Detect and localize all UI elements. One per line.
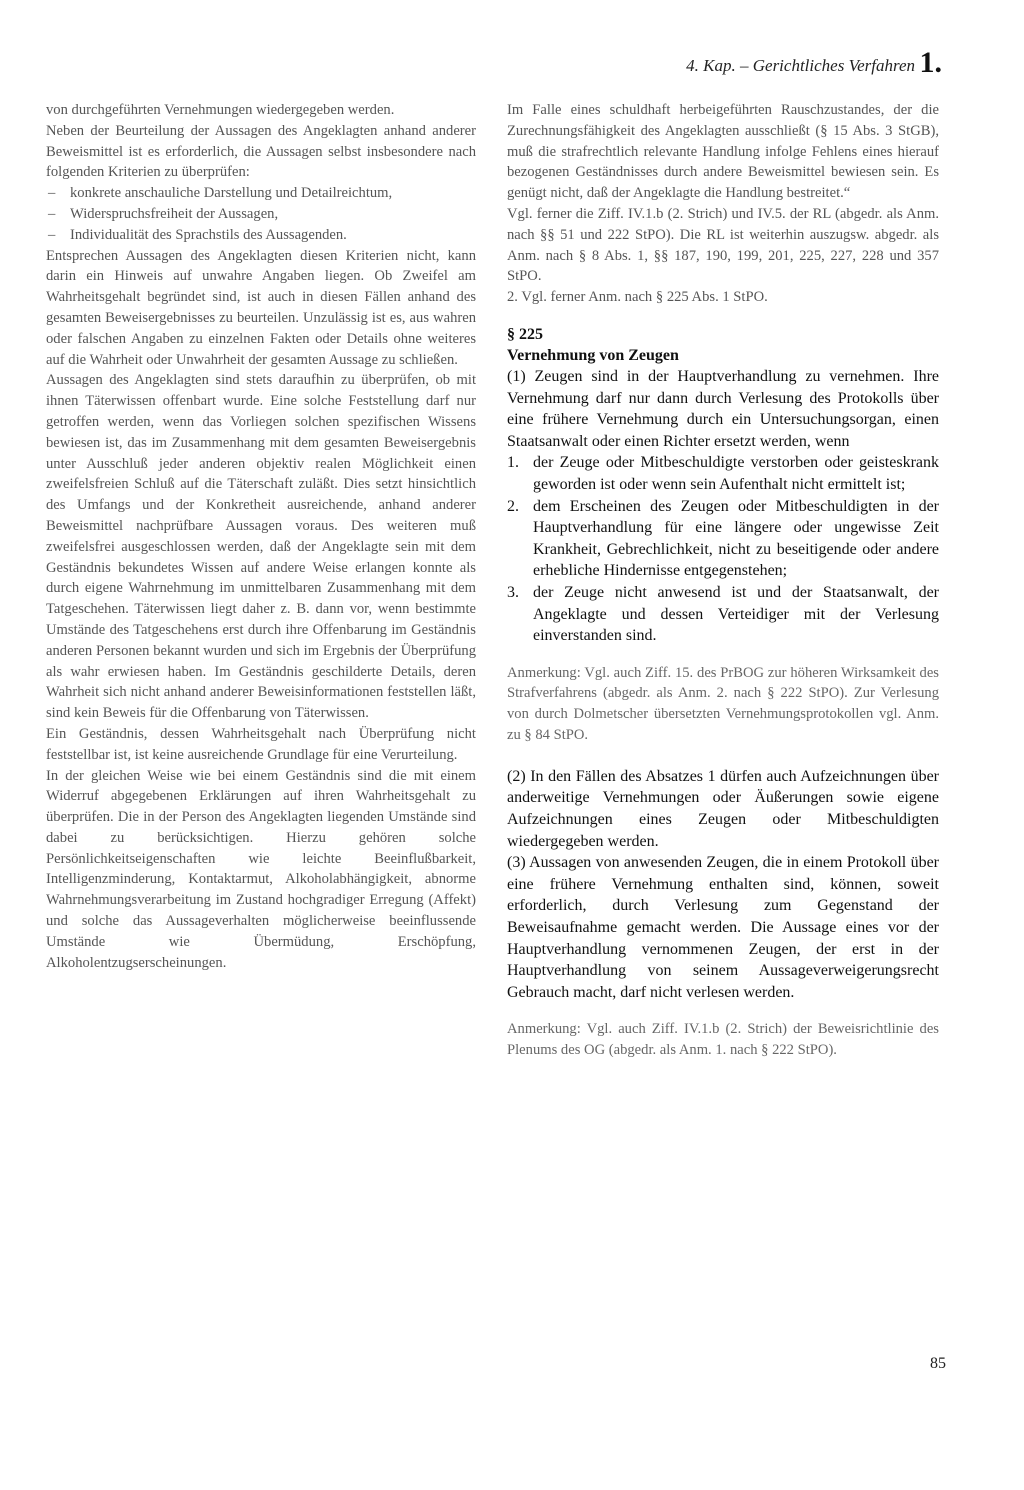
item-number: 3. xyxy=(507,583,519,601)
paragraph: Ein Geständnis, dessen Wahrheitsgehalt nach Überprüfung nicht feststellbar ist, ist keine ausreichende Grundlage für eine Verurteilung. xyxy=(46,725,476,763)
continuation-block xyxy=(507,100,939,308)
paragraph: 2. Vgl. ferner Anm. nach § 225 Abs. 1 StPO. xyxy=(507,289,768,306)
paragraph: Vgl. ferner die Ziff. IV.1.b (2. Strich) und IV.5. der RL (abgedr. als Anm. nach §§ 51 und 222 StPO). Die RL ist weiterhin auszugsw. abgedr. als Anm. nach § 8 Abs. 1, §§ 187, 190, 199, 201, 225, 227, 228 und 357 StPO. xyxy=(507,205,939,285)
paragraph: In der gleichen Weise wie bei einem Geständnis sind die mit einem Widerruf abgegebenen Erklärungen auf ihren Wahrheitsgehalt zu überprüfen. Die in der Person des Angeklagten liegenden Umstände sind dabei zu berücksichtigen. Hierzu gehören solche Persönlichkeitseigenschaften wie leichte Beeinflußbarkeit, Intelligenzminderung, Kontaktarmut, Alkoholabhängigkeit, abnorme Wahrnehmungsverarbeitung im Zustand hochgradiger Erregung (Affekt) und solche das Aussageverhalten möglicherweise beeinflussende Umstände wie Übermüdung, Erschöpfung, Alkoholentzugserscheinungen. xyxy=(46,767,476,971)
law-text xyxy=(507,766,939,1004)
running-head xyxy=(560,46,970,90)
paragraph: Aussagen des Angeklagten sind stets daraufhin zu überprüfen, ob mit ihnen Täterwissen offenbart wurde. Eine solche Feststellung darf nur getroffen werden, wenn das Vorliegen solchen spezifischen Wissens bewiesen ist, das im Zusammenhang mit dem gesamten Beweisergebnis unter Ausschluß jeder anderen objektiv realen Möglichkeit einen zweifelsfreien Schluß auf die Täterschaft zuläßt. Dies setzt hinsichtlich des Umfangs und der Konkretheit ausreichende, anhand anderer Beweismittel nachprüfbare Aussagen voraus. Des weiteren muß zweifelsfrei ausgeschlossen werden, daß der Angeklagte sein mit dem Geständnis bekundetes Wissen auf andere Weise erlangen konnte als durch eigene Wahrnehmung im unmittelbaren Zusammenhang mit dem Tatgeschehen. Täterwissen liegt daher z. B. dann vor, wenn bestimmte Umstände des Tatgeschehens erst durch ihre Offenbarung im Geständnis anderen Personen bekannt wurden und sich im Ergebnis der Überprüfung als wahr erwiesen haben. Im Geständnis geschilderte Details, deren Wahrheit sich nicht anhand anderer Beweisinformationen feststellen läßt, sind kein Beweis für die Offenbarung von Täterwissen. xyxy=(46,372,476,722)
list-item xyxy=(507,582,939,647)
paragraph: Neben der Beurteilung der Aussagen des Angeklagten anhand anderer Beweismittel ist es erforderlich, die Aussagen selbst insbesondere nach folgenden Kriterien zu überprüfen: xyxy=(46,122,476,181)
left-column xyxy=(46,100,476,973)
condition-list xyxy=(507,452,939,646)
paragraph: Im Falle eines schuldhaft herbeigeführten Rauschzustandes, der die Zurechnungsfähigkeit des Angeklagten ausschließt (§ 15 Abs. 3 StGB), muß die strafrechtlich relevante Handlung infolge Fehlens eines hierauf bezogenen Geständnisses durch andere Beweismittel bewiesen sein. Es genügt nicht, daß der Angeklagte die Handlung bestreitet.“ xyxy=(507,102,939,202)
list-item: – Individualität des Sprachstils des Aussagenden. xyxy=(46,225,476,246)
item-number: 2. xyxy=(507,497,519,515)
right-column xyxy=(507,100,939,1061)
paragraph: Entsprechen Aussagen des Angeklagten diesen Kriterien nicht, kann darin ein Hinweis auf unwahre Angaben liegen. Ob Zweifel am Wahrheitsgehalt begründet sind, ist auch in diesen Fällen anhand des gesamten Beweisergebnisses zu beurteilen. Unzulässig ist es, aus wahren oder falschen Angaben zu einzelnen Fakten oder Details ohne weiteres auf die Wahrheit oder Unwahrheit der gesamten Aussage zu schließen. xyxy=(46,247,476,368)
list-item xyxy=(507,496,939,582)
criteria-list xyxy=(46,183,476,245)
paragraph: von durchgeführten Vernehmungen wiedergegeben werden. xyxy=(46,102,395,118)
item-text: der Zeuge oder Mitbeschuldigte verstorben oder geisteskrank geworden ist oder wenn sein Aufenthalt nicht ermittelt ist; xyxy=(533,454,939,493)
section-number: § 225 xyxy=(507,325,543,343)
law-text xyxy=(507,366,939,647)
running-title: 4. Kap. – Gerichtliches Verfahren xyxy=(686,56,915,75)
paragraph: (3) Aussagen von anwesenden Zeugen, die in einem Protokoll über eine frühere Vernehmung enthalten sind, können, soweit erforderlich, durch Verlesung zum Gegenstand der Beweisaufnahme gemacht werden. Die Aussage eines vor der Hauptverhandlung vernommenen Zeugen, der erst in der Hauptverhandlung von seinem Aussageverweigerungsrecht Gebrauch macht, darf nicht verlesen werden. xyxy=(507,854,939,1001)
paragraph: (1) Zeugen sind in der Hauptverhandlung zu vernehmen. Ihre Vernehmung darf nur dann durch Verlesung des Protokolls über eine frühere Vernehmung durch ein Untersuchungsorgan, einen Staatsanwalt oder einen Richter ersetzt werden, wenn xyxy=(507,367,939,450)
section-title: Vernehmung von Zeugen xyxy=(507,346,679,364)
list-item: – konkrete anschauliche Darstellung und Detailreichtum, xyxy=(46,183,476,204)
annotation-note: Anmerkung: Vgl. auch Ziff. IV.1.b (2. Strich) der Beweisrichtlinie des Plenums des OG (abgedr. als Anm. 1. nach § 222 StPO). xyxy=(507,1021,939,1059)
item-text: dem Erscheinen des Zeugen oder Mitbeschuldigten in der Hauptverhandlung für eine längere oder ungewisse Zeit Krankheit, Gebrechlichkeit, nicht zu beseitigende oder andere erhebliche Hindernisse entgegenstehen; xyxy=(533,497,939,580)
annotation-note: Anmerkung: Vgl. auch Ziff. 15. des PrBOG zur höheren Wirksamkeit des Strafverfahrens (abgedr. als Anm. 2. nach § 222 StPO). Zur Verlesung von durch Dolmetscher übersetzten Vernehmungsprotokollen vgl. Anm. zu § 84 StPO. xyxy=(507,664,939,744)
paragraph: (2) In den Fällen des Absatzes 1 dürfen auch Aufzeichnungen über anderweitige Vernehmungen oder Äußerungen sowie eigene Aufzeichnungen eines Zeugen oder Mitbeschuldigten wiedergegeben werden. xyxy=(507,767,939,850)
item-number: 1. xyxy=(507,454,519,472)
list-item xyxy=(507,452,939,495)
item-text: der Zeuge nicht anwesend ist und der Staatsanwalt, der Angeklagte und dessen Verteidiger mit der Verlesung einverstanden sind. xyxy=(533,583,939,645)
list-item: – Widerspruchsfreiheit der Aussagen, xyxy=(46,204,476,225)
page-number: 85 xyxy=(930,1355,946,1372)
chapter-section-number: 1. xyxy=(919,46,942,79)
